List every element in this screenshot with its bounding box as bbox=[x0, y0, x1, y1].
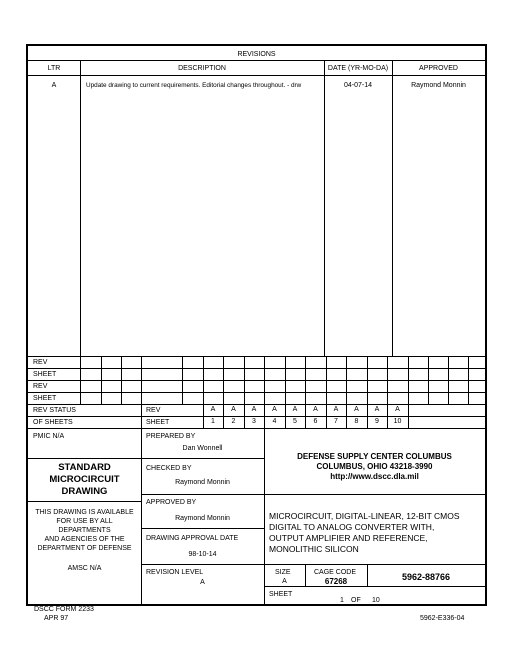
availability-line-2: FOR USE BY ALL bbox=[56, 518, 113, 525]
title-line-1: MICROCIRCUIT, DIGITAL-LINEAR, 12-BIT CMOS bbox=[269, 511, 460, 521]
rev-status-value: A bbox=[210, 406, 216, 413]
sheet-number: 8 bbox=[354, 418, 359, 425]
standard-line-1: STANDARD bbox=[58, 462, 111, 473]
revisions-header-description: DESCRIPTION bbox=[178, 65, 226, 72]
revision-approved: Raymond Monnin bbox=[411, 82, 466, 89]
availability-line-5: DEPARTMENT OF DEFENSE bbox=[37, 545, 132, 552]
revisions-header-ltr: LTR bbox=[47, 65, 61, 72]
sheet-number: 1 bbox=[211, 418, 215, 425]
drawing-frame bbox=[26, 44, 487, 606]
sheet-number: 7 bbox=[334, 418, 338, 425]
approval-date-label: DRAWING APPROVAL DATE bbox=[146, 535, 239, 542]
sheet-number: 9 bbox=[375, 418, 379, 425]
of-sheets-sheet-label: SHEET bbox=[146, 419, 170, 426]
revision-date: 04-07-14 bbox=[343, 82, 373, 89]
availability-line-1: THIS DRAWING IS AVAILABLE bbox=[35, 509, 134, 516]
approved-by-name: Raymond Monnin bbox=[175, 515, 230, 522]
grid-sheet-label-2: SHEET bbox=[33, 395, 57, 402]
sheet-number: 5 bbox=[293, 418, 297, 425]
rev-status-value: A bbox=[292, 406, 298, 413]
revision-level-label: REVISION LEVEL bbox=[146, 569, 204, 576]
revision-ltr: A bbox=[51, 82, 57, 89]
prepared-by-name: Dan Wonnell bbox=[182, 445, 223, 452]
rev-status-value: A bbox=[333, 406, 339, 413]
grid-rev-label-2: REV bbox=[33, 383, 48, 390]
approved-by-label: APPROVED BY bbox=[146, 499, 197, 506]
title-line-4: MONOLITHIC SILICON bbox=[269, 544, 359, 554]
sheet-number: 2 bbox=[231, 418, 236, 425]
rev-status-value: A bbox=[272, 406, 277, 413]
rev-status-value: A bbox=[251, 406, 257, 413]
sheet-number: 3 bbox=[252, 418, 256, 425]
standard-line-2: MICROCIRCUIT bbox=[49, 474, 120, 485]
checked-by-name: Raymond Monnin bbox=[175, 479, 230, 486]
revisions-title: REVISIONS bbox=[237, 51, 276, 58]
title-line-2: DIGITAL TO ANALOG CONVERTER WITH, bbox=[269, 522, 435, 532]
title-line-3: OUTPUT AMPLIFIER AND REFERENCE, bbox=[269, 533, 428, 543]
sheet-number: 10 bbox=[393, 418, 402, 425]
rev-status-value: A bbox=[231, 406, 236, 413]
of-sheets-label: OF SHEETS bbox=[33, 419, 73, 426]
revision-description: Update drawing to current requirements. Editorial changes throughout. - drw bbox=[86, 82, 302, 89]
size-value: A bbox=[282, 578, 287, 585]
checked-by-label: CHECKED BY bbox=[146, 465, 192, 472]
rev-status-value: A bbox=[374, 406, 380, 413]
agency-line-1: DEFENSE SUPPLY CENTER COLUMBUS bbox=[297, 452, 452, 461]
approval-date-value: 98-10-14 bbox=[188, 551, 217, 558]
sheet-label: SHEET bbox=[269, 591, 293, 598]
cage-code-value: 67268 bbox=[324, 577, 348, 586]
grid-rev-label-1: REV bbox=[33, 359, 48, 366]
rev-status-value: A bbox=[395, 406, 400, 413]
agency-line-3: http://www.dscc.dla.mil bbox=[330, 472, 419, 481]
grid-sheet-label-1: SHEET bbox=[33, 371, 57, 378]
sheet-number: 6 bbox=[313, 418, 318, 425]
amsc: AMSC N/A bbox=[67, 565, 102, 572]
availability-line-4: AND AGENCIES OF THE bbox=[44, 536, 125, 543]
rev-status-value: A bbox=[354, 406, 359, 413]
rev-status-rev-label: REV bbox=[146, 407, 161, 414]
form-number: DSCC FORM 2233 bbox=[34, 606, 94, 613]
revisions-header-approved: APPROVED bbox=[419, 65, 458, 72]
rev-status-value: A bbox=[313, 406, 318, 413]
pmic: PMIC N/A bbox=[33, 433, 65, 440]
size-label: SIZE bbox=[275, 569, 291, 576]
sheet-of: OF bbox=[351, 597, 361, 604]
standard-line-3: DRAWING bbox=[61, 486, 108, 497]
agency-line-2: COLUMBUS, OHIO 43218-3990 bbox=[316, 462, 433, 471]
cage-code-label: CAGE CODE bbox=[314, 569, 357, 576]
sheet-number: 4 bbox=[272, 418, 277, 425]
sheet-total: 10 bbox=[372, 597, 380, 604]
drawing-number: 5962-88766 bbox=[401, 572, 451, 582]
availability-line-3: DEPARTMENTS bbox=[58, 527, 111, 534]
sheet-current: 1 bbox=[340, 597, 344, 604]
prepared-by-label: PREPARED BY bbox=[146, 433, 196, 440]
document-code: 5962-E336-04 bbox=[420, 615, 465, 622]
form-date: APR 97 bbox=[44, 615, 69, 622]
revision-level-value: A bbox=[200, 579, 205, 586]
rev-status-label: REV STATUS bbox=[33, 407, 76, 414]
revisions-header-date: DATE (YR-MO-DA) bbox=[327, 65, 389, 72]
